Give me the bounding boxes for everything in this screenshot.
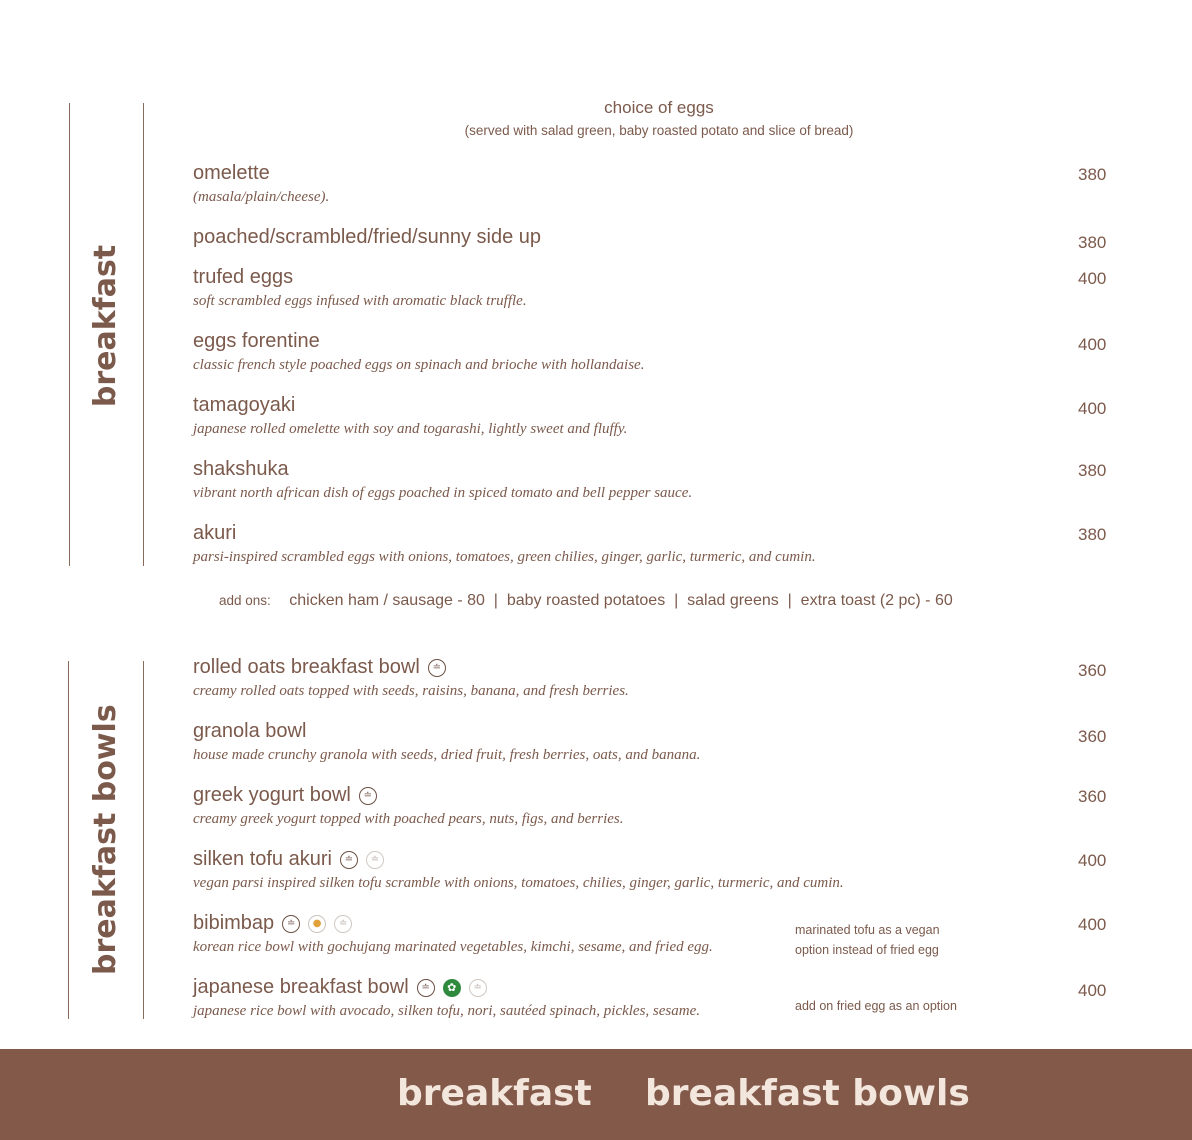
note-line: marinated tofu as a vegan (795, 923, 940, 937)
item-name: akuri (193, 522, 237, 544)
vegan-icon: ✿ (443, 979, 461, 997)
item-name-text: rolled oats breakfast bowl (193, 656, 420, 678)
menu-item-silken-tofu-akuri (193, 848, 1113, 892)
dairy-free-icon: ≐ (334, 915, 352, 933)
dairy-free-icon: ≐ (366, 851, 384, 869)
item-name: omelette (193, 162, 270, 184)
item-price: 400 (1078, 399, 1107, 418)
japanese-bowl-note: add on fried egg as an option (795, 999, 957, 1013)
menu-item-tamagoyaki (193, 394, 1113, 438)
add-ons-label: add ons: (219, 593, 271, 608)
footer-breakfast-label: breakfast (397, 1073, 592, 1114)
item-price: 400 (1078, 851, 1107, 870)
item-name (193, 848, 384, 871)
menu-item-eggs-forentine (193, 330, 1113, 374)
item-desc: creamy rolled oats topped with seeds, raisins, banana, and fresh berries. (193, 683, 629, 699)
item-price: 360 (1078, 727, 1107, 746)
item-desc: vegan parsi inspired silken tofu scramble with onions, tomatoes, chilies, ginger, garlic, turmeric, and cumin. (193, 875, 844, 891)
egg-icon: ● (308, 915, 326, 933)
note-line: option instead of fried egg (795, 943, 939, 957)
bibimbap-note (795, 920, 940, 960)
item-desc: japanese rice bowl with avocado, silken tofu, nori, sautéed spinach, pickles, sesame. (193, 1003, 700, 1019)
item-desc: soft scrambled eggs infused with aromatic black truffle. (193, 293, 527, 309)
item-price: 400 (1078, 981, 1107, 1000)
menu-item-trufed-eggs (193, 266, 1113, 310)
menu-item-rolled-oats (193, 656, 1113, 700)
item-desc: creamy greek yogurt topped with poached pears, nuts, figs, and berries. (193, 811, 624, 827)
menu-item-japanese-breakfast-bowl (193, 976, 1113, 1020)
item-name (193, 720, 306, 743)
item-price: 380 (1078, 525, 1107, 544)
item-desc: korean rice bowl with gochujang marinated vegetables, kimchi, sesame, and fried egg. (193, 939, 713, 955)
gluten-free-icon: ≐ (417, 979, 435, 997)
item-name (193, 912, 352, 935)
gluten-free-icon: ≐ (359, 787, 377, 805)
gluten-free-icon: ≐ (428, 659, 446, 677)
bowls-inner-line (143, 661, 144, 1019)
item-desc: classic french style poached eggs on spinach and brioche with hollandaise. (193, 357, 645, 373)
item-name-text: granola bowl (193, 720, 307, 742)
item-name: trufed eggs (193, 266, 294, 288)
item-name-text: greek yogurt bowl (193, 784, 351, 806)
item-desc: parsi-inspired scrambled eggs with onions, tomatoes, green chilies, ginger, garlic, turmeric, and cumin. (193, 549, 816, 565)
item-desc: japanese rolled omelette with soy and togarashi, lightly sweet and fluffy. (193, 421, 628, 437)
breakfast-outer-line (69, 103, 70, 566)
item-price: 400 (1078, 915, 1107, 934)
item-price: 380 (1078, 165, 1107, 184)
section-title-breakfast-bowls: breakfast bowls (88, 704, 123, 975)
item-name-text: silken tofu akuri (193, 848, 332, 870)
bowls-outer-line (68, 661, 69, 1019)
add-ons-text: chicken ham / sausage - 80 | baby roasted potatoes | salad greens | extra toast (2 pc) - 60 (289, 592, 953, 609)
choice-of-eggs-heading (193, 98, 1125, 138)
gluten-free-icon: ≐ (282, 915, 300, 933)
item-name: poached/scrambled/fried/sunny side up (193, 226, 541, 248)
item-name (193, 976, 487, 999)
menu-item-poached (193, 226, 1113, 249)
menu-item-granola-bowl (193, 720, 1113, 764)
item-price: 360 (1078, 787, 1107, 806)
item-desc: (masala/plain/cheese). (193, 189, 330, 205)
footer-bowls-label: breakfast bowls (645, 1073, 970, 1114)
breakfast-inner-line (143, 103, 144, 566)
item-name (193, 656, 446, 679)
item-price: 380 (1078, 233, 1107, 252)
item-price: 360 (1078, 661, 1107, 680)
menu-item-bibimbap (193, 912, 1113, 956)
item-price: 400 (1078, 269, 1107, 288)
choice-title: choice of eggs (604, 98, 714, 117)
item-name-text: bibimbap (193, 912, 275, 934)
item-name: tamagoyaki (193, 394, 296, 416)
item-name: eggs forentine (193, 330, 320, 352)
item-name (193, 784, 377, 807)
add-ons-line (219, 592, 953, 610)
gluten-free-icon: ≐ (340, 851, 358, 869)
dairy-free-icon: ≐ (469, 979, 487, 997)
menu-item-akuri (193, 522, 1113, 566)
item-price: 400 (1078, 335, 1107, 354)
choice-subtitle: (served with salad green, baby roasted potato and slice of bread) (464, 123, 854, 138)
item-name: shakshuka (193, 458, 289, 480)
menu-item-omelette (193, 162, 1113, 206)
item-name-text: japanese breakfast bowl (193, 976, 409, 998)
footer-banner (0, 1049, 1192, 1140)
section-title-breakfast: breakfast (88, 244, 123, 408)
item-price: 380 (1078, 461, 1107, 480)
menu-item-greek-yogurt (193, 784, 1113, 828)
menu-item-shakshuka (193, 458, 1113, 502)
item-desc: house made crunchy granola with seeds, dried fruit, fresh berries, oats, and banana. (193, 747, 701, 763)
item-desc: vibrant north african dish of eggs poached in spiced tomato and bell pepper sauce. (193, 485, 693, 501)
